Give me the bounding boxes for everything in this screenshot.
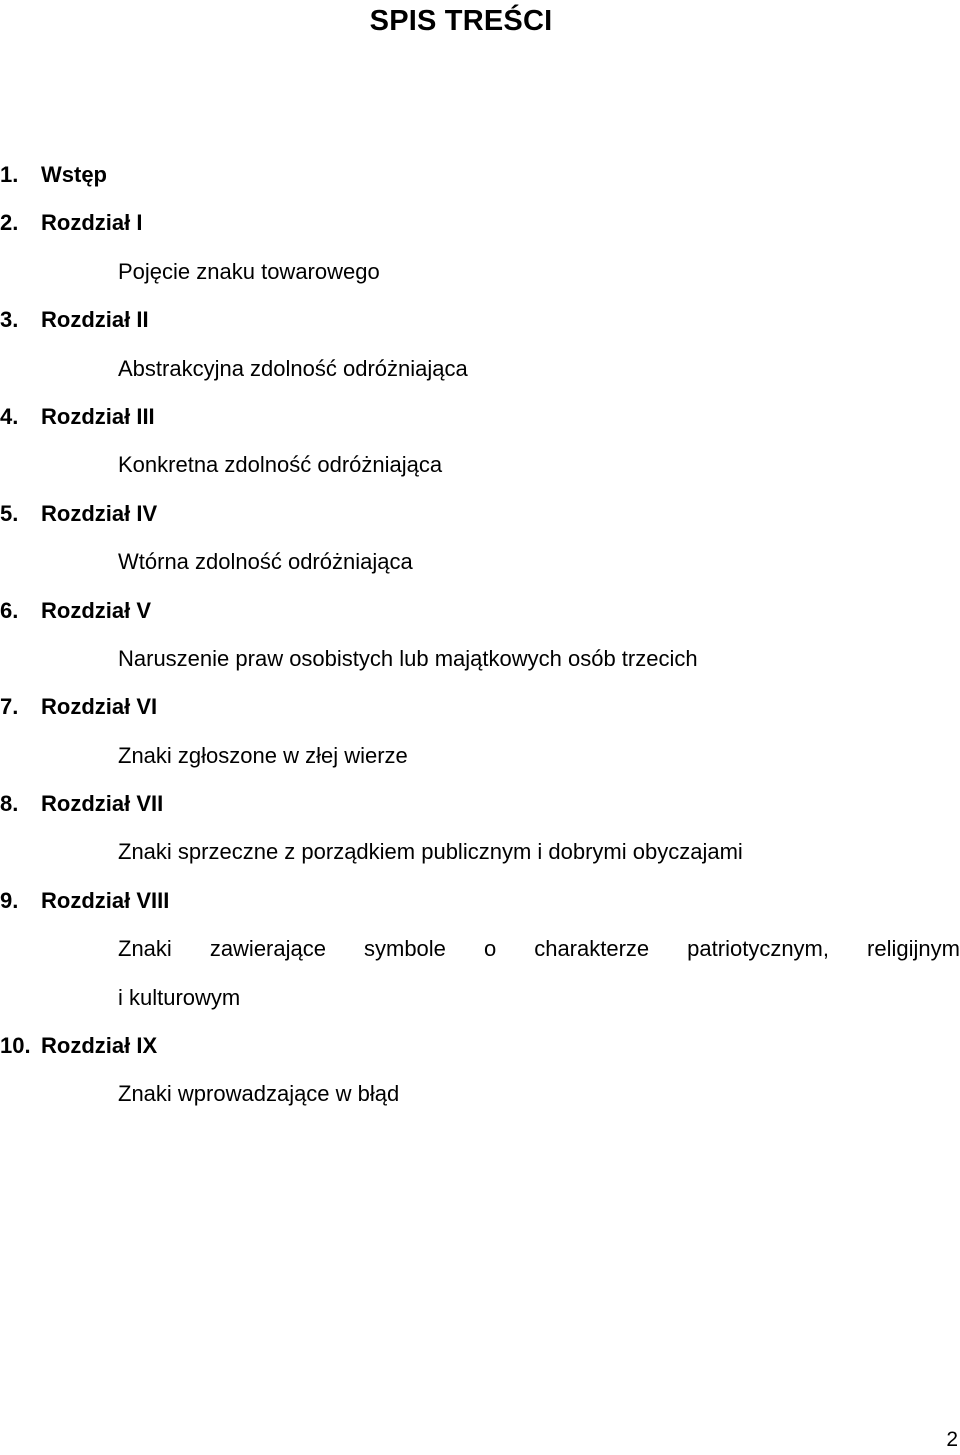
page-number: 2 <box>946 1428 958 1451</box>
toc-entry-label: Rozdział V <box>41 597 152 623</box>
toc-entry-subtitle: Znaki wprowadzające w błąd <box>118 1081 400 1107</box>
toc-entry-number: 4. <box>0 403 19 429</box>
toc-entry-subtitle <box>0 925 960 1022</box>
toc-entry-label: Rozdział VII <box>41 791 164 817</box>
toc-entry-subtitle: Konkretna zdolność odróżniająca <box>118 452 443 478</box>
toc-entry-number: 8. <box>0 791 19 817</box>
toc-entry-10 <box>0 1022 960 1070</box>
toc-entry-label: Rozdział IX <box>41 1033 158 1059</box>
toc-entry-7 <box>0 683 960 731</box>
toc-entry-6 <box>0 587 960 635</box>
toc-entry-subtitle-line-1 <box>118 925 960 973</box>
toc-entry-label: Wstęp <box>41 162 107 187</box>
toc-entry-9 <box>0 877 960 925</box>
subtitle-word: charakterze <box>534 936 650 962</box>
toc-entry-number: 7. <box>0 694 19 720</box>
toc-entry-subtitle: Abstrakcyjna zdolność odróżniająca <box>118 355 468 381</box>
toc-entry-label: Rozdział VI <box>41 694 158 720</box>
toc-entry-subtitle-line-2: i kulturowym <box>118 984 241 1010</box>
toc-entry-number: 3. <box>0 307 19 333</box>
subtitle-word: o <box>483 936 497 962</box>
toc-entry-label: Rozdział VIII <box>41 887 170 913</box>
toc-entry-number: 5. <box>0 500 19 526</box>
toc-entry-number: 1. <box>0 162 19 187</box>
table-of-contents <box>0 151 960 1119</box>
toc-entry-number: 2. <box>0 210 19 236</box>
toc-entry-label: Rozdział I <box>41 210 143 236</box>
toc-entry-subtitle: Znaki sprzeczne z porządkiem publicznym i dobrymi obyczajami <box>118 839 743 865</box>
page-title: SPIS TREŚCI <box>369 5 553 37</box>
subtitle-word: patriotycznym, <box>687 936 829 962</box>
toc-entry-4 <box>0 393 960 441</box>
toc-entry-number: 6. <box>0 597 19 623</box>
toc-entry-number: 9. <box>0 887 19 913</box>
toc-entry-label: Rozdział IV <box>41 500 158 526</box>
toc-entry-2 <box>0 199 960 247</box>
toc-entry-5 <box>0 490 960 538</box>
subtitle-word: Znaki <box>118 936 172 962</box>
toc-entry-number: 10. <box>0 1033 31 1059</box>
subtitle-word: symbole <box>364 936 446 962</box>
toc-entry-3 <box>0 296 960 344</box>
subtitle-word: zawierające <box>209 936 326 962</box>
toc-entry-subtitle: Wtórna zdolność odróżniająca <box>118 549 413 575</box>
toc-entry-label: Rozdział II <box>41 307 149 333</box>
toc-entry-subtitle: Znaki zgłoszone w złej wierze <box>118 742 408 768</box>
toc-entry-subtitle: Pojęcie znaku towarowego <box>118 258 380 284</box>
toc-entry-8 <box>0 780 960 828</box>
toc-entry-1 <box>0 151 960 199</box>
toc-entry-label: Rozdział III <box>41 403 155 429</box>
toc-entry-subtitle: Naruszenie praw osobistych lub majątkowych osób trzecich <box>118 645 698 671</box>
subtitle-word: religijnym <box>867 936 960 962</box>
